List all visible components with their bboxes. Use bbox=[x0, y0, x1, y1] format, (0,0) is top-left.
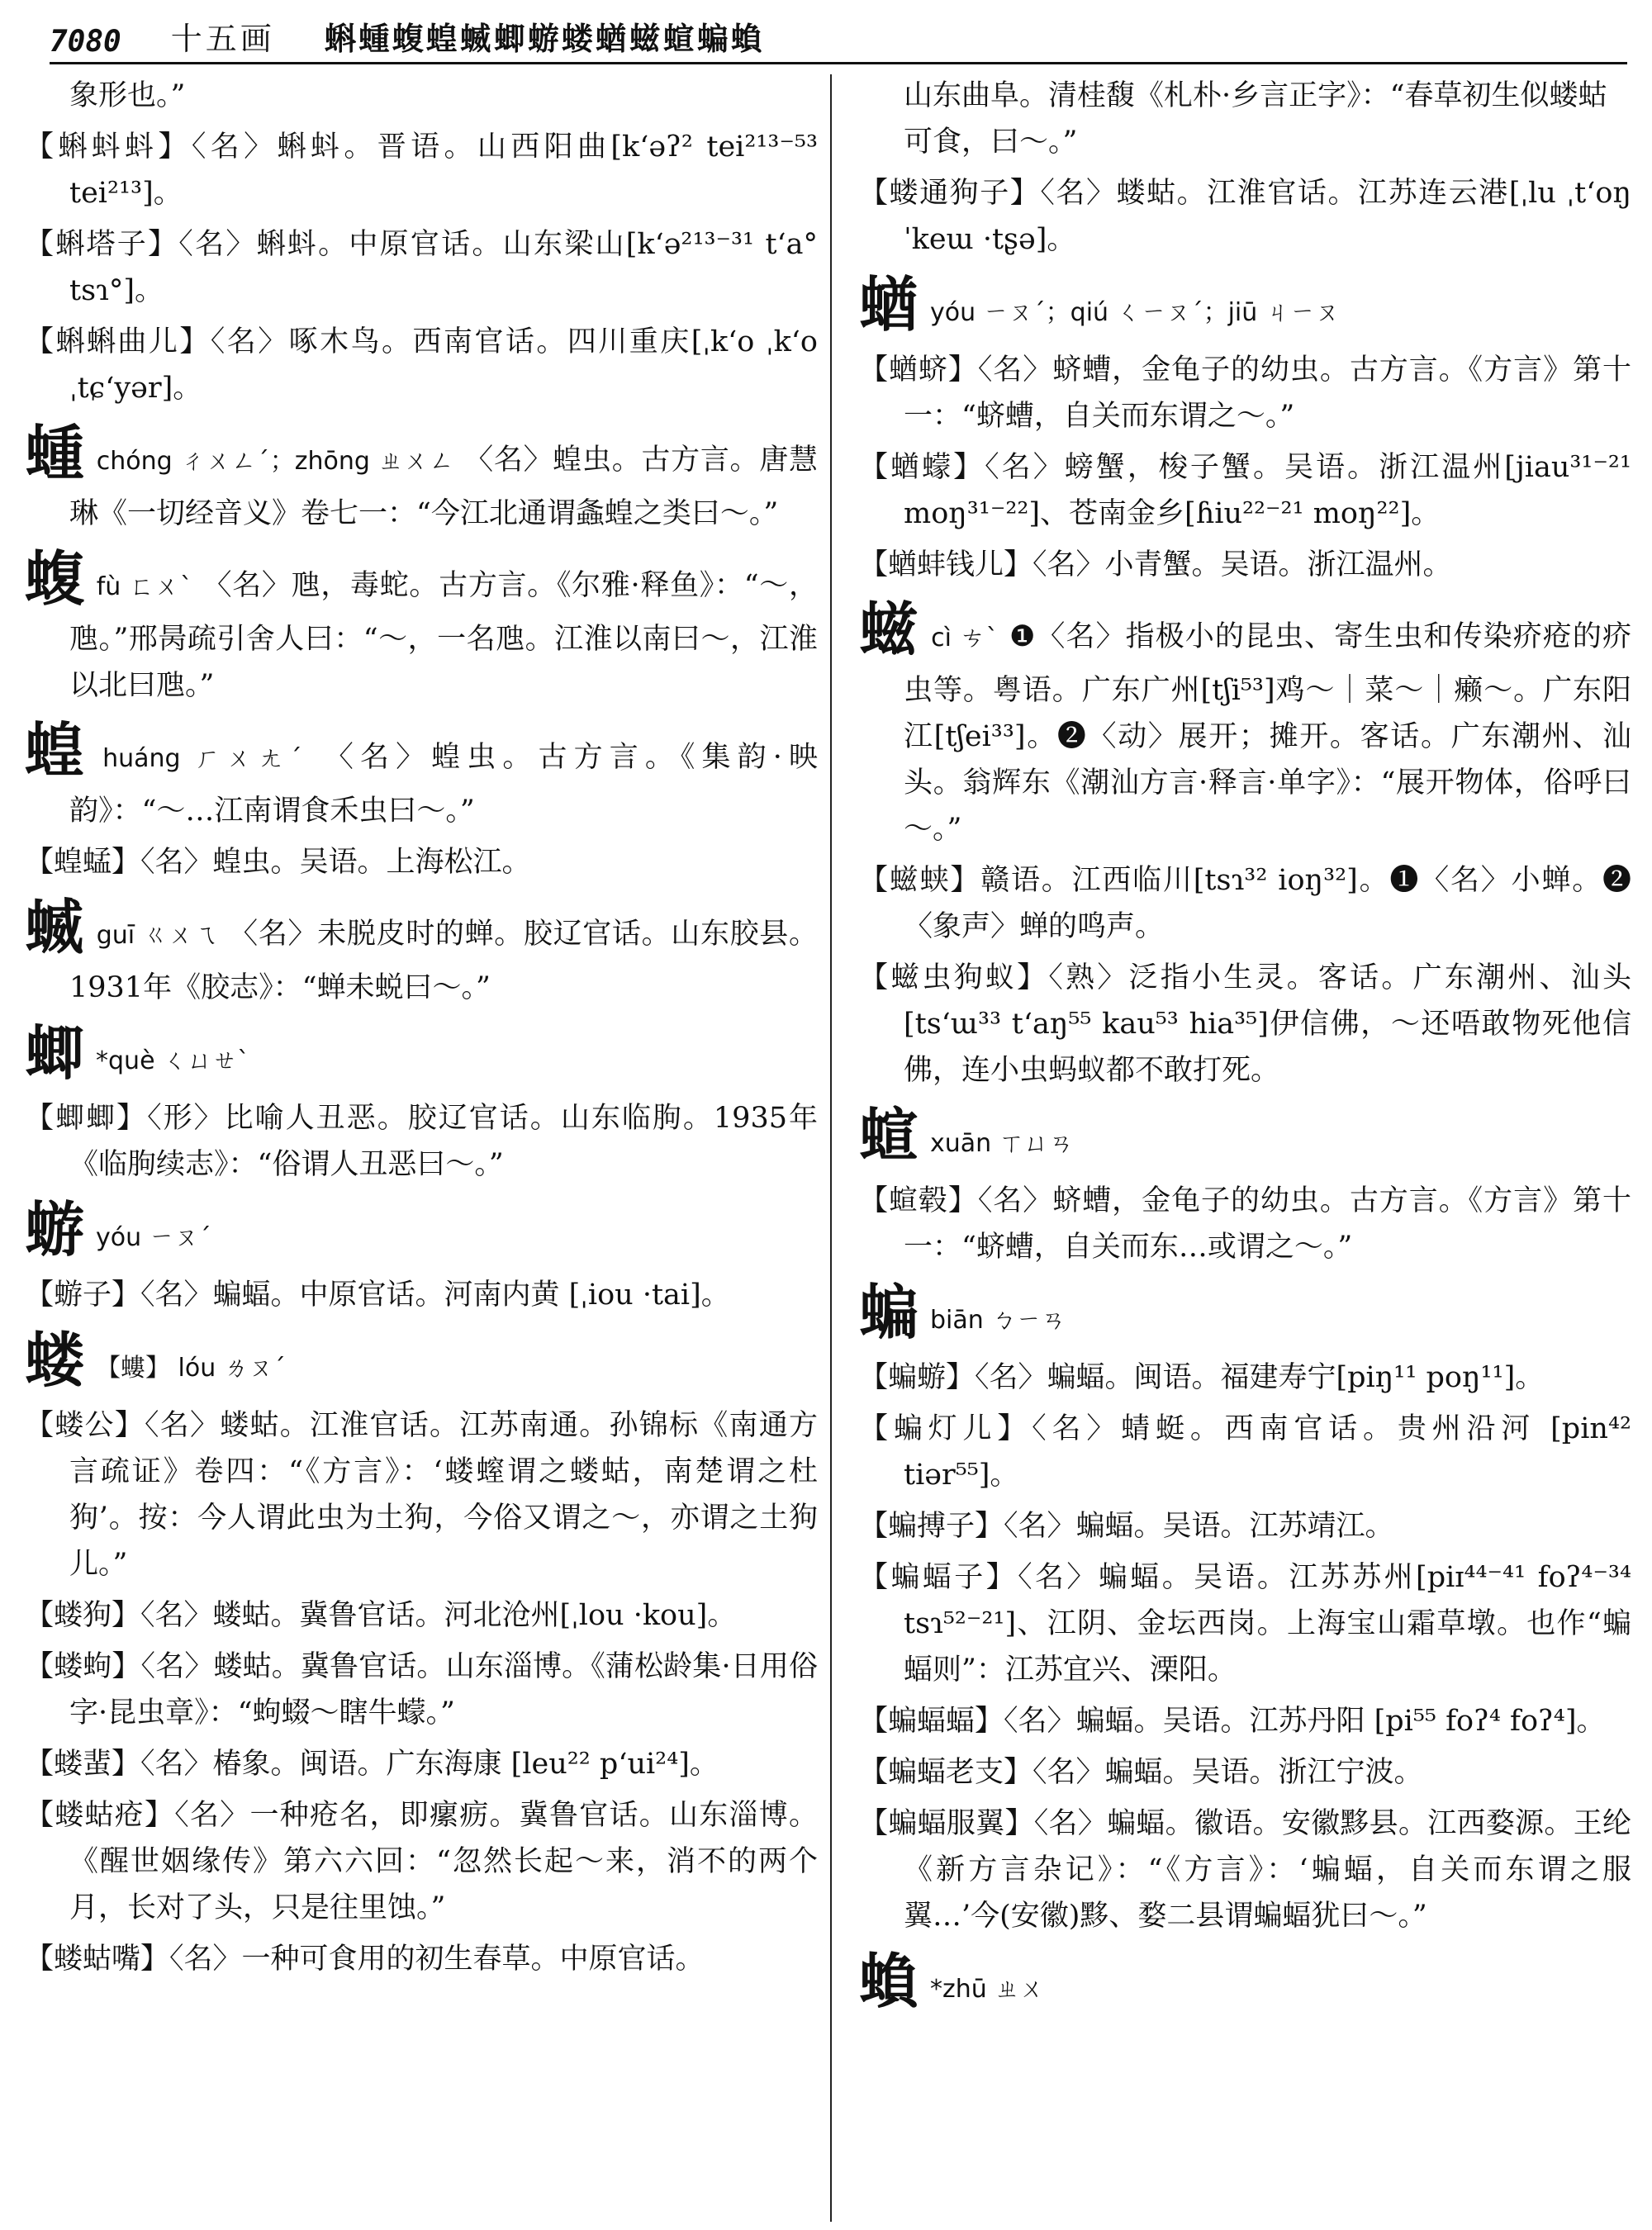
left-column bbox=[25, 73, 818, 1987]
headword-character: 蝜 bbox=[859, 1946, 919, 2016]
pronunciation: biān ㄅㄧㄢ bbox=[930, 1306, 1066, 1335]
dictionary-entry: 【蝤蠓】〈名〉螃蟹，梭子蟹。吴语。浙江温州[jiau³¹⁻²¹ moŋ³¹⁻²²]、苍南金乡[ɦiu²²⁻²¹ moŋ²²]。 bbox=[859, 451, 1631, 530]
dictionary-entry: 【蝼公】〈名〉蝼蛄。江淮官话。江苏南通。孙锦标《南通方言疏证》卷四：“《方言》：‘蝼螲谓之蝼蛄，南楚谓之杜狗’。按：今人谓此虫为土狗，今俗又谓之～，亦谓之土狗儿。” bbox=[25, 1409, 818, 1581]
definition: ❶〈名〉指极小的昆虫、寄生虫和传染疥疮的疥虫等。粤语。广东广州[tʃi⁵³]鸡～｜菜～｜癞～。广东阳江[tʃei³³]。❷〈动〉展开；摊开。客话。广东潮州、汕头。翁辉东《潮汕方言·释言·单字》：“展开物体，俗呼曰～。” bbox=[904, 620, 1631, 846]
dictionary-entry: 【蝼狗】〈名〉蝼蛄。冀鲁官话。河北沧州[ˌlou ·kou]。 bbox=[25, 1599, 737, 1632]
pronunciation: yóu ㄧㄡˊ bbox=[96, 1223, 211, 1252]
dictionary-entry: 【蝖毂】〈名〉蛴螬，金龟子的幼虫。古方言。《方言》第十一：“蛴螬，自关而东…或谓之～。” bbox=[859, 1184, 1631, 1264]
pronunciation: cì ㄘˋ bbox=[931, 624, 999, 652]
pronunciation: xuān ㄒㄩㄢ bbox=[930, 1129, 1074, 1158]
definition: 〈名〉蝗虫。古方言。《集韵·映韵》：“～…江南谓食禾虫曰～。” bbox=[69, 741, 818, 828]
page-header bbox=[50, 15, 1627, 64]
headword-line bbox=[859, 268, 1631, 342]
headword-character: 蝖 bbox=[859, 1100, 919, 1170]
headword-line bbox=[859, 1944, 1631, 2019]
headword-character: 螆 bbox=[859, 595, 920, 665]
pronunciation: yóu ㄧㄡˊ；qiú ㄑㄧㄡˊ；jiū ㄐㄧㄡ bbox=[930, 298, 1340, 327]
headword-line bbox=[25, 1016, 818, 1090]
dictionary-entry: 【蝙蝠服翼】〈名〉蝙蝠。徽语。安徽黟县。江西婺源。王纶《新方言杂记》：“《方言》：‘蝙蝠，自关而东谓之服翼…’今(安徽)黟、婺二县谓蝙蝠犹曰～。” bbox=[859, 1807, 1631, 1933]
dictionary-entry: 【蝤蛴】〈名〉蛴螬，金龟子的幼虫。古方言。《方言》第十一：“蛴螬，自关而东谓之～。” bbox=[859, 353, 1631, 433]
headword-line bbox=[859, 1275, 1631, 1350]
dictionary-entry: 【蝣子】〈名〉蝙蝠。中原官话。河南内黄 [ˌiou ·tai]。 bbox=[25, 1279, 730, 1312]
headword-character: 蝮 bbox=[25, 543, 85, 614]
headword-character: 蝛 bbox=[25, 892, 85, 962]
headword-character: 蝼 bbox=[25, 1325, 85, 1395]
headword-character: 蝍 bbox=[25, 1018, 85, 1088]
definition: 〈名〉未脱皮时的蝉。胶辽官话。山东胶县。1931年《胶志》：“蝉未蜕曰～。” bbox=[69, 918, 818, 1004]
headword-entry bbox=[859, 593, 1631, 852]
headword-line bbox=[25, 1323, 818, 1397]
headword-entry bbox=[25, 890, 818, 1011]
headword-line bbox=[859, 1098, 1631, 1173]
headword-character: 蝤 bbox=[859, 269, 919, 339]
column-divider bbox=[830, 74, 832, 2222]
stroke-count-title: 十五画 bbox=[170, 21, 275, 57]
page-number: 7080 bbox=[50, 25, 121, 59]
dictionary-entry: 【蝌蝌曲儿】〈名〉啄木鸟。西南官话。四川重庆[ˌk‘o ˌk‘o ˌtɕ‘yər]。 bbox=[25, 325, 818, 405]
dictionary-entry: 【蝌塔子】〈名〉蝌蚪。中原官话。山东梁山[k‘ə²¹³⁻³¹ t‘a° tsɿ°]。 bbox=[25, 228, 818, 307]
headword-entry bbox=[25, 542, 818, 709]
headword-character: 蝩 bbox=[25, 418, 85, 488]
dictionary-entry: 【蝍蝍】〈形〉比喻人丑恶。胶辽官话。山东临朐。1935年《临朐续志》：“俗谓人丑恶曰～。” bbox=[25, 1102, 818, 1181]
header-characters: 蝌蝩蝮蝗蝛蝍蝣蝼蝤螆蝖蝙蝜 bbox=[324, 20, 765, 57]
headword-entry bbox=[25, 416, 818, 537]
headword-entry bbox=[25, 714, 818, 834]
dictionary-entry: 【蝼蛄嘴】〈名〉一种可食用的初生春草。中原官话。 bbox=[25, 1943, 705, 1976]
definition: 〈名〉虺，毒蛇。古方言。《尔雅·释鱼》：“～，虺。”邢昺疏引舍人曰：“～，一名虺。江淮以南曰～，江淮以北曰虺。” bbox=[69, 569, 818, 702]
dictionary-entry: 【蝙灯儿】〈名〉蜻蜓。西南官话。贵州沿河 [pin⁴² tiər⁵⁵]。 bbox=[859, 1412, 1631, 1492]
pronunciation: guī ㄍㄨㄟ bbox=[96, 921, 220, 950]
dictionary-entry: 【蝼蛄疮】〈名〉一种疮名，即瘰疬。冀鲁官话。山东淄博。《醒世姻缘传》第六六回：“忽然长起～来，消不的两个月，长对了头，只是往里蚀。” bbox=[25, 1799, 818, 1924]
dictionary-entry: 【蝗蜢】〈名〉蝗虫。吴语。上海松江。 bbox=[25, 846, 531, 879]
pronunciation: *què ㄑㄩㄝˋ bbox=[96, 1046, 250, 1075]
pronunciation: *zhū ㄓㄨ bbox=[930, 1975, 1045, 2004]
dictionary-entry: 【蝙蝠蝠】〈名〉蝙蝠。吴语。江苏丹阳 [pi⁵⁵ foʔ⁴ foʔ⁴]。 bbox=[859, 1705, 1606, 1738]
dictionary-entry: 【蝼蜚】〈名〉椿象。闽语。广东海康 [leu²² p‘ui²⁴]。 bbox=[25, 1748, 719, 1781]
pronunciation: huáng ㄏㄨㄤˊ bbox=[102, 744, 309, 773]
dictionary-entry: 【蝙蝣】〈名〉蝙蝠。闽语。福建寿宁[piŋ¹¹ poŋ¹¹]。 bbox=[859, 1361, 1545, 1394]
dictionary-entry: 【螆蛱】赣语。江西临川[tsɿ³² ioŋ³²]。❶〈名〉小蝉。❷〈象声〉蝉的鸣声。 bbox=[859, 864, 1631, 943]
definition: 〈名〉蝗虫。古方言。唐慧琳《一切经音义》卷七一：“今江北通谓螽蝗之类曰～。” bbox=[69, 444, 818, 530]
entry-continuation: 象形也。” bbox=[69, 79, 186, 112]
dictionary-entry: 【蝙蝠老支】〈名〉蝙蝠。吴语。浙江宁波。 bbox=[859, 1756, 1423, 1789]
dictionary-entry: 【蝤蚌钱儿】〈名〉小青蟹。吴语。浙江温州。 bbox=[859, 548, 1452, 581]
pronunciation: chóng ㄔㄨㄥˊ；zhōng ㄓㄨㄥ bbox=[96, 447, 455, 476]
entry-continuation: 山东曲阜。清桂馥《札朴·乡言正字》：“春草初生似蝼蛄可食，曰～。” bbox=[904, 79, 1607, 159]
headword-character: 蝣 bbox=[25, 1194, 85, 1264]
dictionary-entry: 【蝼通狗子】〈名〉蝼蛄。江淮官话。江苏连云港[ˌlu ˌt‘oŋ ˈkeɯ ·tʂə]。 bbox=[859, 177, 1631, 256]
dictionary-entry: 【蝙搏子】〈名〉蝙蝠。吴语。江苏靖江。 bbox=[859, 1510, 1394, 1543]
dictionary-entry: 【蝼蚼】〈名〉蝼蛄。冀鲁官话。山东淄博。《蒲松龄集·日用俗字·昆虫章》：“蚼蝃～瞎牛蠓。” bbox=[25, 1650, 818, 1729]
dictionary-entry: 【螆虫狗蚁】〈熟〉泛指小生灵。客话。广东潮州、汕头[tsʻɯ³³ t‘aŋ⁵⁵ kau⁵³ hia³⁵]伊信佛，～还唔敢物死他信佛，连小虫蚂蚁都不敢打死。 bbox=[859, 961, 1631, 1087]
right-column bbox=[859, 73, 1631, 2024]
pronunciation: 【螻】 lóu ㄌㄡˊ bbox=[96, 1354, 286, 1383]
headword-character: 蝗 bbox=[25, 715, 92, 785]
pronunciation: fù ㄈㄨˋ bbox=[96, 572, 193, 601]
headword-line bbox=[25, 1193, 818, 1267]
headword-character: 蝙 bbox=[859, 1277, 919, 1347]
dictionary-entry: 【蝙蝠子】〈名〉蝙蝠。吴语。江苏苏州[piɪ⁴⁴⁻⁴¹ foʔ⁴⁻³⁴ tsɿ⁵²⁻²¹]、江阴、金坛西岗。上海宝山霜草墩。也作“蝙蝠则”：江苏宜兴、溧阳。 bbox=[859, 1561, 1631, 1687]
dictionary-entry: 【蝌蚪蚪】〈名〉蝌蚪。晋语。山西阳曲[k‘əʔ² tei²¹³⁻⁵³ tei²¹³]。 bbox=[25, 130, 818, 210]
